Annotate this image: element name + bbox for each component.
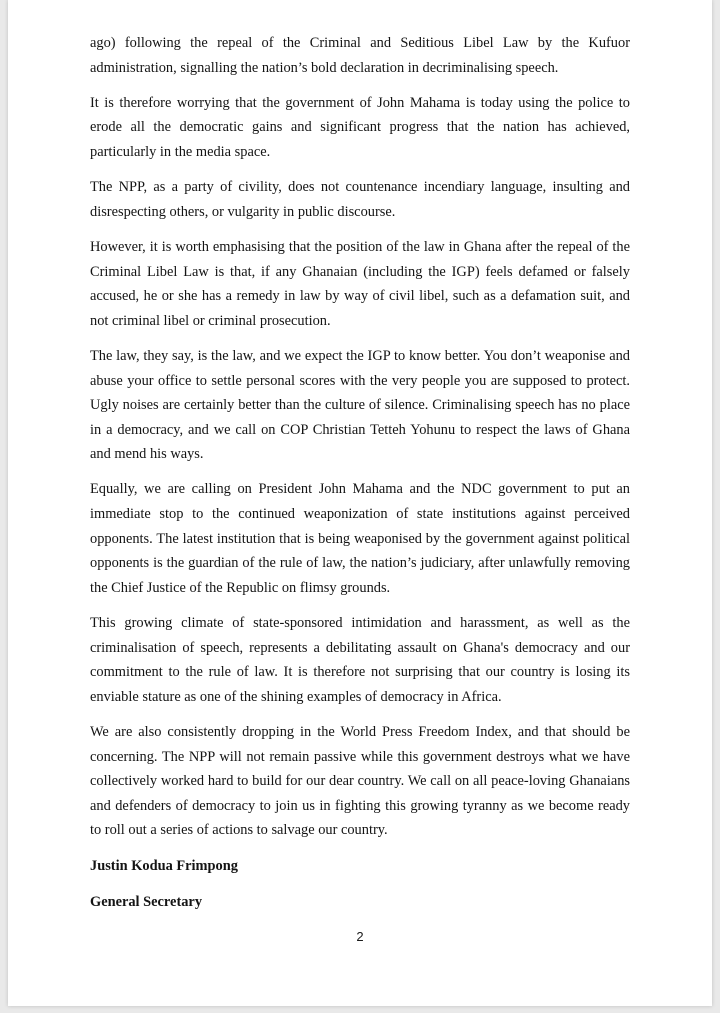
document-page bbox=[8, 0, 712, 1006]
paragraph-2: It is therefore worrying that the government of John Mahama is today using the police to erode all the democratic gains and significant progress that the nation has achieved, particularly in the media space. bbox=[90, 94, 630, 160]
paragraph-4: However, it is worth emphasising that the position of the law in Ghana after the repeal of the Criminal Libel Law is that, if any Ghanaian (including the IGP) feels defamed or falsely accused, he or she has a remedy in law by way of civil libel, such as a defamation suit, and not criminal libel or criminal prosecution. bbox=[90, 238, 630, 329]
signatory-name: Justin Kodua Frimpong bbox=[90, 857, 238, 874]
page-number: 2 bbox=[356, 929, 364, 944]
paragraph-1: ago) following the repeal of the Criminal and Seditious Libel Law by the Kufuor administration, signalling the nation’s bold declaration in decriminalising speech. bbox=[90, 35, 630, 76]
document-body bbox=[90, 31, 630, 926]
paragraph-8: We are also consistently dropping in the World Press Freedom Index, and that should be concerning. The NPP will not remain passive while this government destroys what we have collectively worked hard to build for our dear country. We call on all peace-loving Ghanaians and defenders of democracy to join us in fighting this growing tyranny as we become ready to roll out a series of actions to salvage our country. bbox=[90, 724, 630, 839]
paragraph-3: The NPP, as a party of civility, does not countenance incendiary language, insulting and disrespecting others, or vulgarity in public discourse. bbox=[90, 179, 630, 220]
signatory-title: General Secretary bbox=[90, 893, 203, 910]
paragraph-5: The law, they say, is the law, and we expect the IGP to know better. You don’t weaponise and abuse your office to settle personal scores with the very people you are supposed to protect. Ugly noises are certainly better than the culture of silence. Criminalising speech has no place in a democracy, and we call on COP Christian Tetteh Yohunu to respect the laws of Ghana and mend his ways. bbox=[90, 347, 630, 463]
paragraph-6: Equally, we are calling on President John Mahama and the NDC government to put an immediate stop to the continued weaponization of state institutions against perceived opponents. The latest institution that is being weaponised by the government against political opponents is the guardian of the rule of law, the nation’s judiciary, after unlawfully removing the Chief Justice of the Republic on flimsy grounds. bbox=[90, 481, 630, 596]
paragraph-7: This growing climate of state-sponsored intimidation and harassment, as well as the criminalisation of speech, represents a debilitating assault on Ghana's democracy and our commitment to the rule of law. It is therefore not surprising that our country is losing its enviable stature as one of the shining examples of democracy in Africa. bbox=[90, 615, 630, 705]
